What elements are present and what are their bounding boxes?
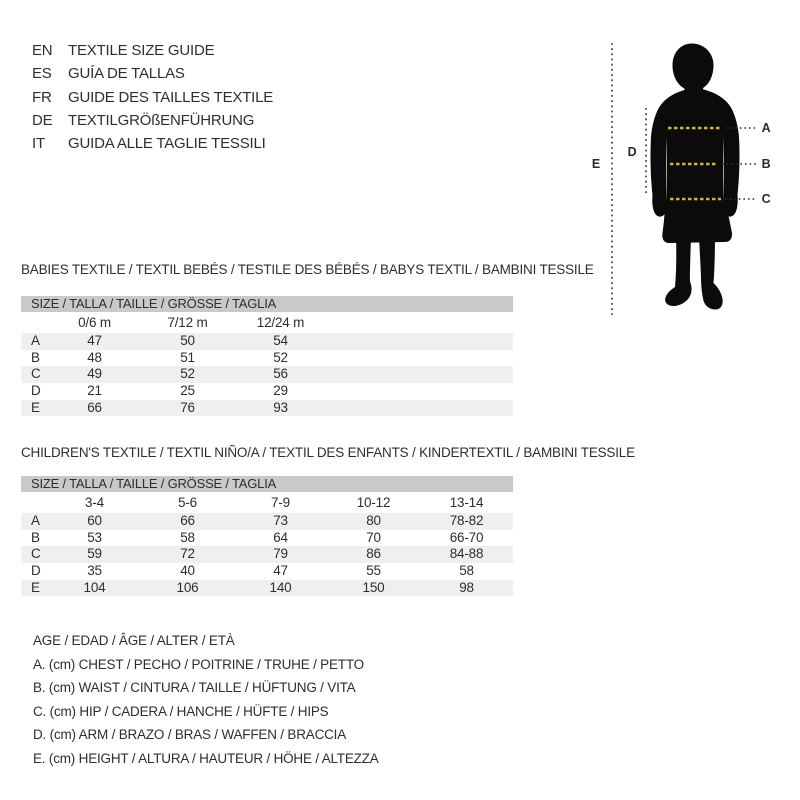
table-cell: 70 [366, 529, 381, 545]
table-cell: 48 [87, 349, 102, 365]
row-label: E [31, 399, 40, 415]
column-header: 5-6 [178, 495, 197, 510]
lang-title: GUÍA DE TALLAS [68, 65, 185, 83]
table-cell: 84-88 [449, 546, 484, 562]
table-cell: 73 [273, 513, 288, 528]
table-cell: 93 [273, 399, 288, 415]
measurement-legend [33, 629, 379, 771]
row-label: B [31, 349, 40, 365]
child-silhouette-icon [651, 44, 740, 310]
lang-row-es [32, 62, 273, 85]
measure-label-d: D [627, 145, 637, 159]
table-cell: 86 [366, 546, 381, 562]
table-header-row [21, 492, 513, 513]
legend-line-hip: C. (cm) HIP / CADERA / HANCHE / HÜFTE / HIPS [33, 703, 329, 719]
table-row [21, 563, 513, 580]
table-cell: 66 [87, 399, 102, 415]
table-cell: 49 [87, 366, 102, 382]
table-row [21, 530, 513, 547]
legend-line-chest: A. (cm) CHEST / PECHO / POITRINE / TRUHE / PETTO [33, 656, 364, 672]
table-cell [420, 383, 513, 400]
table-cell: 106 [176, 579, 199, 595]
column-header: 12/24 m [256, 315, 305, 330]
column-header: 10-12 [356, 495, 391, 510]
table-cell: 58 [459, 563, 474, 579]
babies-size-table [21, 312, 513, 416]
table-cell [327, 366, 420, 383]
lang-title: TEXTILGRÖßENFÜHRUNG [68, 111, 255, 129]
column-header: 3-4 [85, 495, 104, 510]
table-row [21, 350, 513, 367]
table-cell [420, 333, 513, 350]
column-header: 13-14 [449, 495, 484, 510]
row-label: D [31, 383, 41, 399]
table-cell: 79 [273, 546, 288, 562]
babies-section-title: BABIES TEXTILE / TEXTIL BEBÉS / TESTILE DES BÉBÉS / BABYS TEXTIL / BAMBINI TESSILE [21, 262, 594, 277]
row-label [21, 492, 48, 513]
legend-line-height: E. (cm) HEIGHT / ALTURA / HAUTEUR / HÖHE / ALTEZZA [33, 750, 379, 766]
measure-label-c: C [761, 192, 771, 206]
table-cell: 56 [273, 366, 288, 382]
column-header: 0/6 m [78, 315, 111, 330]
table-cell [420, 366, 513, 383]
table-cell: 21 [87, 383, 102, 399]
table-cell: 47 [273, 563, 288, 579]
table-cell: 60 [87, 513, 102, 528]
table-cell: 52 [180, 366, 195, 382]
lang-row-de [32, 109, 273, 132]
lang-row-en [32, 39, 273, 62]
table-cell: 29 [273, 383, 288, 399]
row-label: A [31, 513, 40, 528]
legend-line-waist: B. (cm) WAIST / CINTURA / TAILLE / HÜFTUNG / VITA [33, 680, 356, 696]
table-row [21, 580, 513, 597]
row-label: E [31, 579, 40, 595]
lang-row-fr [32, 86, 273, 109]
table-cell [327, 333, 420, 350]
table-cell: 51 [180, 349, 195, 365]
table-header-row [21, 312, 513, 333]
table-row [21, 400, 513, 417]
table-cell: 104 [83, 579, 106, 595]
table-cell [327, 383, 420, 400]
table-cell: 78-82 [449, 513, 484, 528]
row-label: C [31, 366, 41, 382]
legend-line-arm: D. (cm) ARM / BRAZO / BRAS / WAFFEN / BRACCIA [33, 727, 347, 743]
table-row [21, 546, 513, 563]
table-cell: 140 [269, 579, 292, 595]
lang-code: EN [32, 42, 53, 59]
column-header [420, 312, 513, 333]
table-cell [420, 350, 513, 367]
table-cell [420, 400, 513, 417]
table-cell: 55 [366, 563, 381, 579]
table-row [21, 333, 513, 350]
children-size-header-bar: SIZE / TALLA / TAILLE / GRÖSSE / TAGLIA [21, 476, 513, 492]
table-cell: 72 [180, 546, 195, 562]
legend-line-age: AGE / EDAD / ÂGE / ALTER / ETÀ [33, 633, 235, 648]
measurement-figure [580, 25, 800, 325]
table-row [21, 383, 513, 400]
table-cell: 54 [273, 333, 288, 348]
row-label: A [31, 333, 40, 348]
children-section-title: CHILDREN'S TEXTILE / TEXTIL NIÑO/A / TEXTIL DES ENFANTS / KINDERTEXTIL / BAMBINI TESSILE [21, 445, 635, 460]
table-cell [327, 350, 420, 367]
measure-label-b: B [761, 157, 771, 171]
babies-size-header-bar: SIZE / TALLA / TAILLE / GRÖSSE / TAGLIA [21, 296, 513, 312]
lang-title: GUIDA ALLE TAGLIE TESSILI [68, 135, 266, 153]
lang-code: FR [32, 88, 52, 106]
lang-title: GUIDE DES TAILLES TEXTILE [68, 88, 274, 106]
measure-label-e: E [591, 157, 601, 171]
table-cell: 150 [362, 579, 385, 595]
table-row [21, 513, 513, 530]
table-cell: 35 [87, 563, 102, 579]
table-cell: 80 [366, 513, 381, 528]
lang-code: ES [32, 65, 52, 83]
row-label: C [31, 546, 41, 562]
table-cell: 52 [273, 349, 288, 365]
table-cell: 59 [87, 546, 102, 562]
table-cell: 76 [180, 399, 195, 415]
lang-title: TEXTILE SIZE GUIDE [68, 42, 215, 59]
table-cell: 47 [87, 333, 102, 348]
children-size-table [21, 492, 513, 596]
column-header: 7/12 m [167, 315, 208, 330]
row-label: D [31, 563, 41, 579]
table-row [21, 366, 513, 383]
language-title-list [32, 39, 273, 155]
table-cell: 25 [180, 383, 195, 399]
lang-code: IT [32, 135, 45, 153]
lang-code: DE [32, 111, 53, 129]
table-cell [327, 400, 420, 417]
row-label [21, 312, 48, 333]
table-cell: 40 [180, 563, 195, 579]
lang-row-it [32, 132, 273, 155]
table-cell: 64 [273, 529, 288, 545]
column-header [327, 312, 420, 333]
table-cell: 66-70 [449, 529, 484, 545]
row-label: B [31, 529, 40, 545]
column-header: 7-9 [271, 495, 290, 510]
table-cell: 66 [180, 513, 195, 528]
table-cell: 50 [180, 333, 195, 348]
table-cell: 98 [459, 579, 474, 595]
table-cell: 58 [180, 529, 195, 545]
measure-label-a: A [761, 121, 771, 135]
table-cell: 53 [87, 529, 102, 545]
